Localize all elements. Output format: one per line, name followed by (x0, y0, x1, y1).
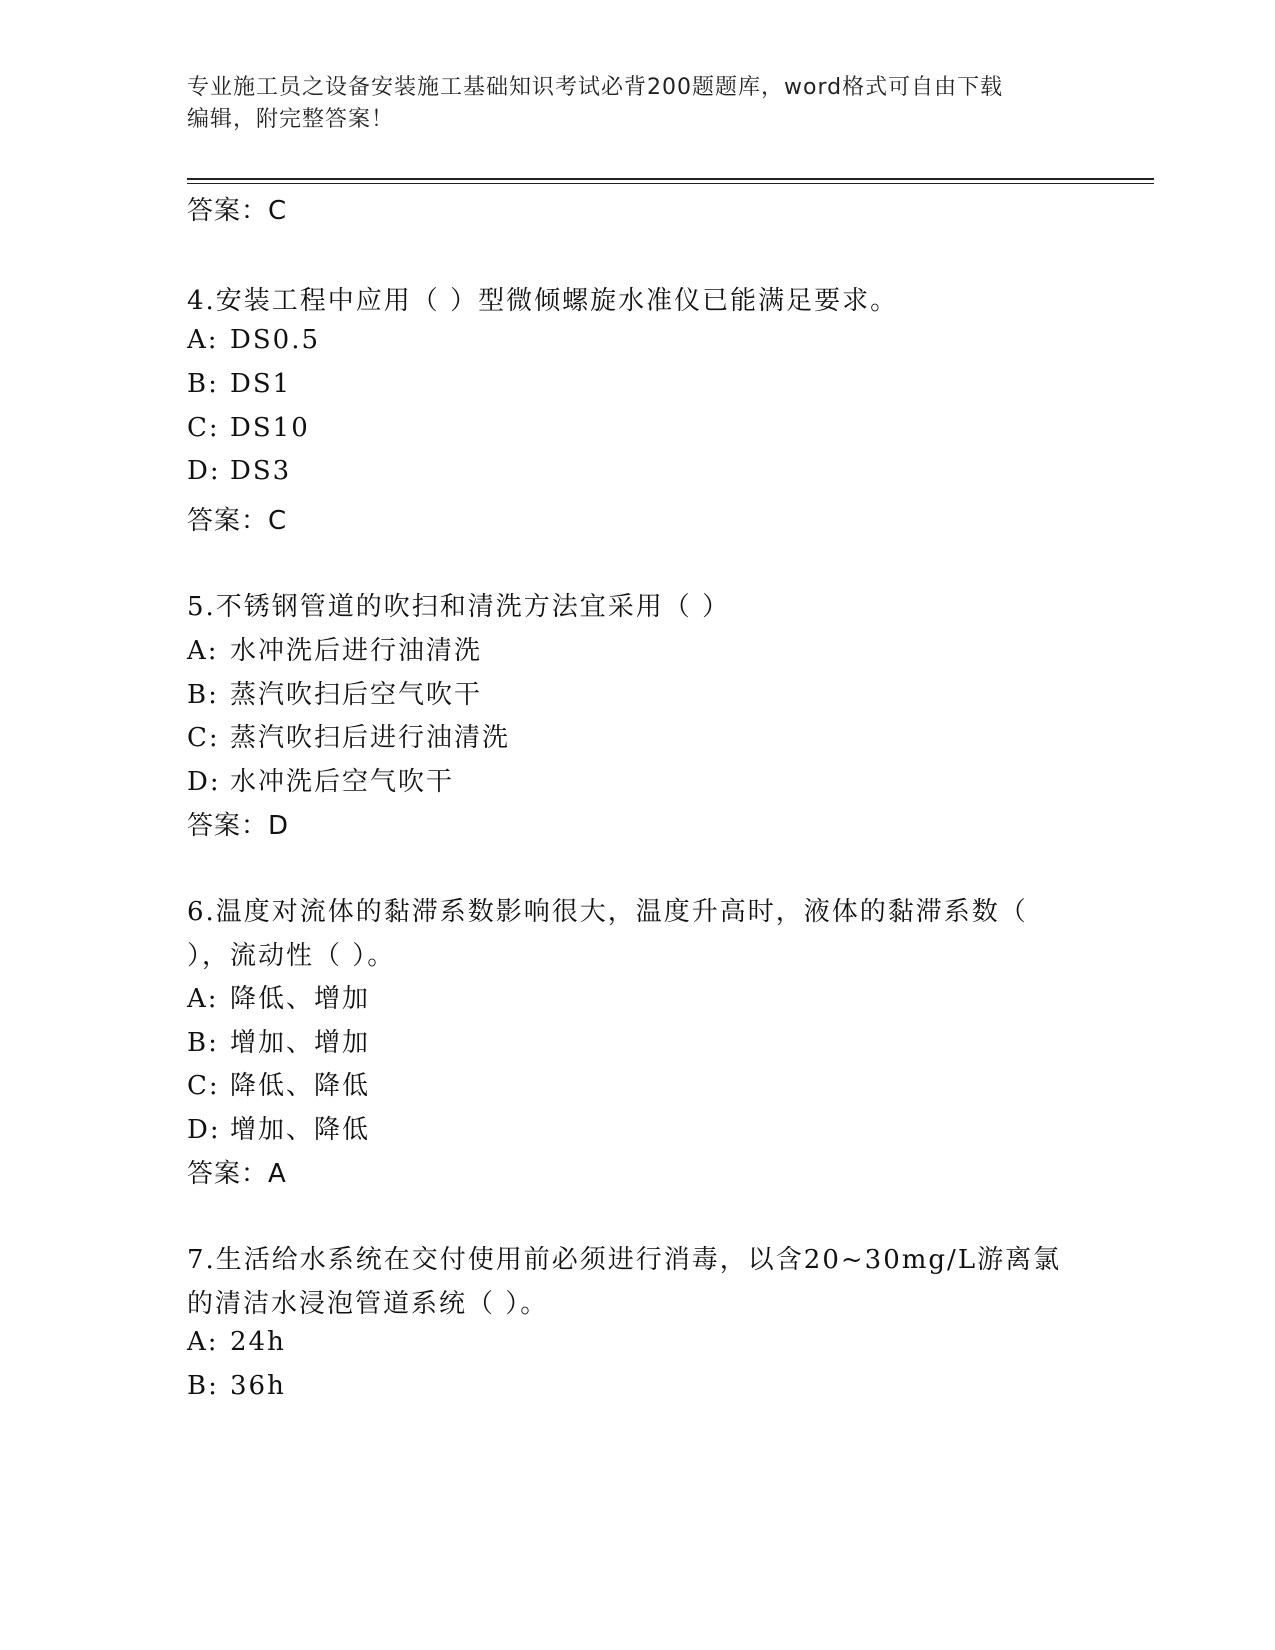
option-label: B: (187, 1371, 219, 1401)
option-text: DS10 (230, 413, 310, 443)
option-text: 蒸汽吹扫后进行油清洗 (230, 723, 511, 753)
option-text: 增加、降低 (230, 1115, 371, 1145)
question-5-text: 5.不锈钢管道的吹扫和清洗方法宜采用（ ） (187, 592, 731, 622)
option-label: D: (187, 1115, 221, 1145)
option-label: B: (187, 1028, 219, 1058)
question-4-option-a (187, 325, 320, 355)
question-5-option-a (187, 630, 482, 667)
option-text: 增加、增加 (230, 1028, 371, 1058)
header-line-2: 编辑，附完整答案！ (187, 107, 395, 132)
question-5-option-d (187, 761, 454, 798)
question-4-option-b (187, 369, 291, 399)
question-7-option-a (187, 1327, 286, 1357)
question-5-option-b (187, 674, 482, 711)
option-label: B: (187, 369, 219, 399)
option-text: 36h (230, 1371, 286, 1401)
option-label: A: (187, 1327, 219, 1357)
option-text: 水冲洗后空气吹干 (230, 767, 455, 797)
question-6-option-c (187, 1065, 370, 1102)
option-text: 24h (230, 1327, 286, 1357)
option-label: A: (187, 325, 219, 355)
question-6-option-a (187, 978, 370, 1015)
option-label: D: (187, 767, 221, 797)
question-4-option-d (187, 456, 291, 486)
question-6-text-line-1: 6.温度对流体的黏滞系数影响很大，温度升高时，液体的黏滞系数（ (187, 897, 1028, 927)
option-label: C: (187, 413, 220, 443)
question-5-option-c (187, 717, 510, 754)
answer-q3: 答案：C (187, 196, 288, 226)
option-label: C: (187, 1071, 220, 1101)
header-divider-thick (187, 178, 1154, 180)
option-label: D: (187, 456, 221, 486)
header-divider-thin (187, 183, 1154, 184)
question-4-text: 4.安装工程中应用（ ）型微倾螺旋水准仪已能满足要求。 (187, 286, 899, 316)
option-label: A: (187, 636, 219, 666)
question-6-option-d (187, 1109, 370, 1146)
question-4-option-c (187, 413, 310, 443)
option-text: DS0.5 (230, 325, 321, 355)
option-text: 蒸汽吹扫后空气吹干 (230, 680, 483, 710)
answer-q6: 答案：A (187, 1159, 287, 1189)
option-text: 降低、降低 (230, 1071, 371, 1101)
answer-q4: 答案：C (187, 506, 288, 536)
option-label: A: (187, 984, 219, 1014)
option-label: C: (187, 723, 220, 753)
question-7-text-line-1: 7.生活给水系统在交付使用前必须进行消毒，以含20~30mg/L游离氯 (187, 1245, 1062, 1275)
header-line-1: 专业施工员之设备安装施工基础知识考试必背200题题库，word格式可自由下载 (187, 75, 1004, 100)
question-7-text-line-2: 的清洁水浸泡管道系统（ ）。 (187, 1289, 549, 1319)
question-6-text-line-2: ），流动性（ ）。 (187, 941, 396, 971)
option-label: B: (187, 680, 219, 710)
option-text: DS1 (230, 369, 292, 399)
document-header (187, 72, 1067, 136)
answer-q5: 答案：D (187, 811, 290, 841)
option-text: DS3 (230, 456, 292, 486)
option-text: 水冲洗后进行油清洗 (230, 636, 483, 666)
question-7-option-b (187, 1371, 286, 1401)
question-6-option-b (187, 1022, 370, 1059)
option-text: 降低、增加 (230, 984, 371, 1014)
